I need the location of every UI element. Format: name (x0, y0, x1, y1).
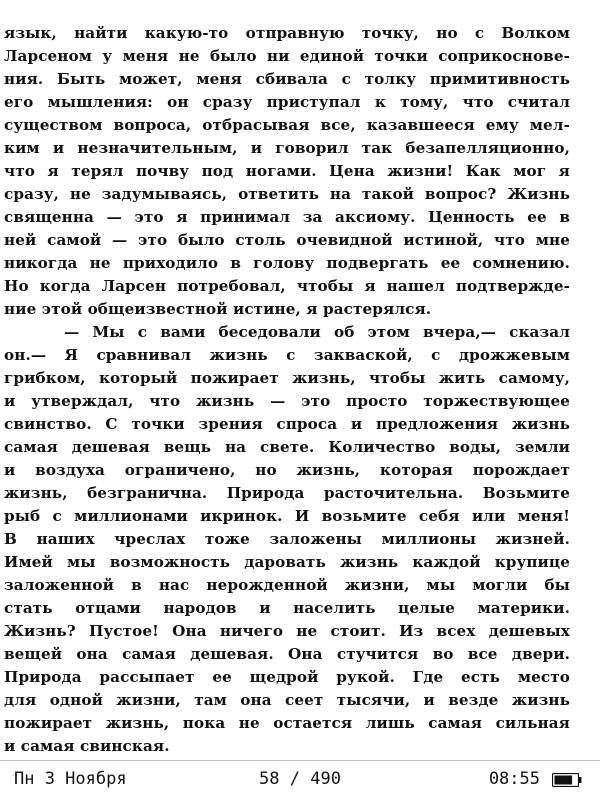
text-line: свинство. С точки зрения спроса и предложения жизнь (4, 415, 570, 433)
text-line: священна — это я принимал за аксиому. Ценность ее в (4, 208, 570, 226)
text-line: ким и незначительным, и говорил так безапелляционно, (4, 139, 570, 157)
text-line: что я терял почву под ногами. Цена жизни! Как мог я (4, 162, 570, 180)
text-line: ния. Быть может, меня сбивала с толку примитивность (4, 70, 570, 88)
clock-label: 08:55 (488, 769, 540, 789)
battery-icon (552, 773, 582, 787)
text-line: Ларсеном у меня не было ни единой точки соприкоснове- (4, 47, 570, 65)
text-line: пожирает жизнь, пока не остается лишь самая сильная (4, 714, 570, 732)
text-line: заложенной в нас нерожденной жизни, мы могли бы (4, 576, 570, 594)
text-line: Жизнь? Пустое! Она ничего не стоит. Из всех дешевых (4, 622, 570, 640)
text-line: Но когда Ларсен потребовал, чтобы я нашел подтвержде- (4, 277, 570, 295)
text-line: стать отцами народов и населить целые материки. (4, 599, 570, 617)
text-line: сразу, не задумываясь, ответить на такой вопрос? Жизнь (4, 185, 570, 203)
text-line: язык, найти какую-то отправную точку, но с Волком (4, 24, 570, 42)
text-line: ние этой общеизвестной истине, я растерялся. (4, 300, 432, 318)
status-bar (0, 760, 600, 800)
text-line: ней самой — это было столь очевидной истиной, что мне (4, 231, 570, 249)
text-line: его мышления: он сразу приступал к тому, что считал (4, 93, 570, 111)
battery-level-fill (555, 776, 573, 785)
text-line: самая дешевая вещь на свете. Количество воды, земли (4, 438, 570, 456)
date-label: Пн 3 Ноября (14, 769, 127, 789)
text-line: Природа рассыпает ее щедрой рукой. Где есть место (4, 668, 570, 686)
text-line: никогда не приходило в голову подвергать ее сомнению. (4, 254, 570, 272)
text-line: жизнь, безгранична. Природа расточительна. Возьмите (4, 484, 570, 502)
text-line: и утверждал, что жизнь — это просто торжествующее (4, 392, 570, 410)
text-line: существом вопроса, отбрасывая все, казавшееся ему мел- (4, 116, 570, 134)
text-line: для одной жизни, там она сеет тысячи, и везде жизнь (4, 691, 570, 709)
text-line: он.— Я сравнивал жизнь с закваской, с дрожжевым (4, 346, 570, 364)
text-line: вещей она самая дешевая. Она стучится во все двери. (4, 645, 570, 663)
page-counter[interactable]: 58 / 490 (259, 769, 341, 789)
text-line: — Мы с вами беседовали об этом вчера,— сказал (64, 323, 570, 341)
text-line: и воздуха ограничено, но жизнь, которая порождает (4, 461, 570, 479)
text-line: В наших чреслах тоже заложены миллионы жизней. (4, 530, 570, 548)
text-line: грибком, который пожирает жизнь, чтобы жить самому, (4, 369, 570, 387)
text-line: Имей мы возможность даровать жизнь каждой крупице (4, 553, 570, 571)
text-line: и самая свинская. (4, 737, 170, 755)
text-line: рыб с миллионами икринок. И возьмите себя или меня! (4, 507, 570, 525)
